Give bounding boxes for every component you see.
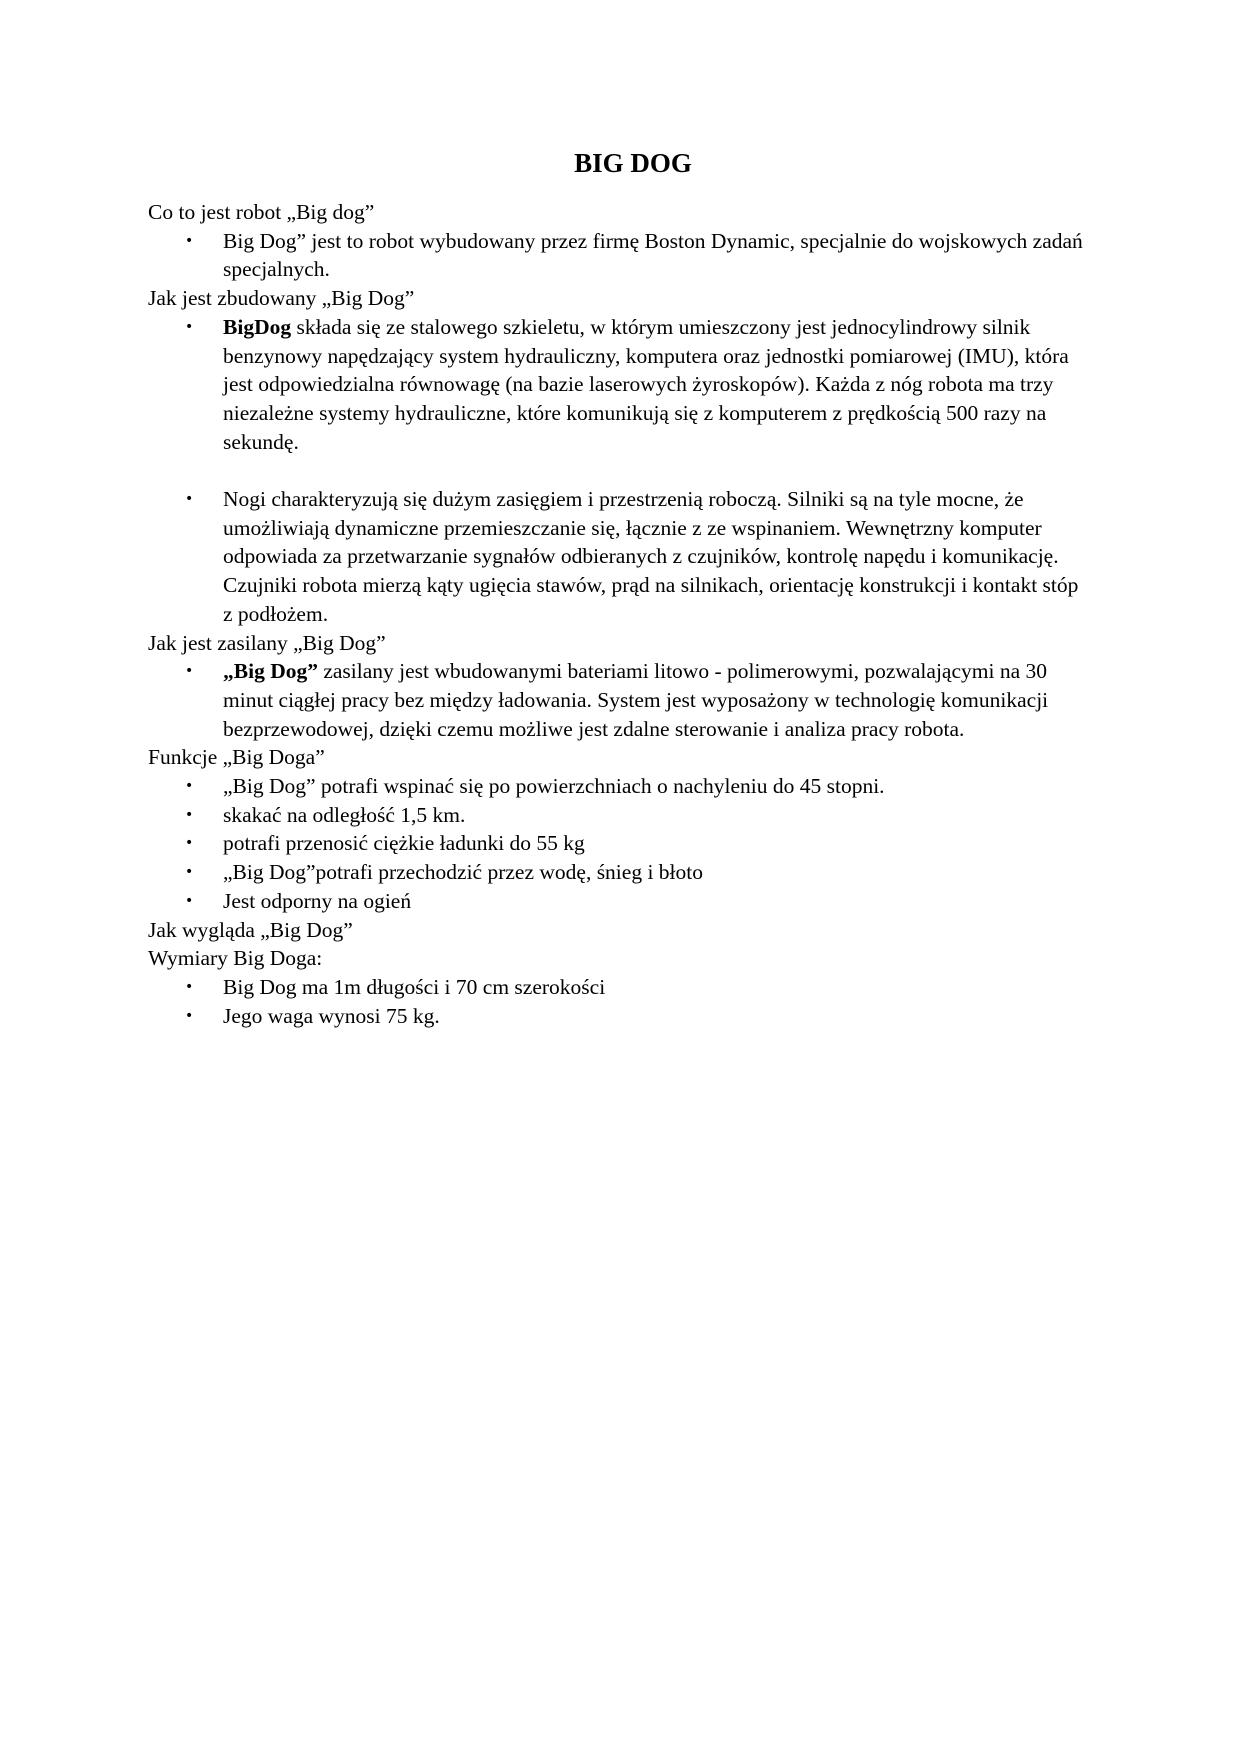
bullet-list-power	[148, 657, 1088, 743]
document-title: BIG DOG	[574, 148, 692, 178]
section-heading-power: Jak jest zasilany „Big Dog”	[148, 630, 386, 655]
paragraph-spacer	[148, 456, 1088, 485]
bullet-list-dimensions	[148, 973, 1088, 1030]
list-item	[148, 801, 1088, 830]
section-heading-appearance: Jak wygląda „Big Dog”	[148, 917, 353, 942]
bullet-list-construction	[148, 313, 1088, 457]
list-item	[148, 227, 1088, 284]
bullet-icon: •	[185, 835, 194, 852]
bullet-icon: •	[185, 864, 194, 881]
item-text: zasilany jest wbudowanymi bateriami litowo - polimerowymi, pozwalającymi na 30 minut ciągłej pracy bez między ładowania. System jest wyposażony w technologię komunikacji bezprzewodowej, dzięki czemu możliwe jest zdalne sterowanie i analiza pracy robota.	[223, 659, 1049, 741]
list-item	[148, 485, 1088, 629]
item-text: Jego waga wynosi 75 kg.	[223, 1003, 440, 1028]
bullet-icon: •	[185, 232, 194, 249]
bullet-icon: •	[185, 491, 194, 508]
bullet-icon: •	[185, 806, 194, 823]
bullet-icon: •	[185, 663, 194, 680]
list-item	[148, 657, 1088, 743]
item-text: Nogi charakteryzują się dużym zasięgiem i przestrzenią roboczą. Silniki są na tyle mocne, że umożliwiają dynamiczne przemieszczanie się, łącznie z ze wspinaniem. Wewnętrzny komputer odpowiada za przetwarzanie sygnałów odbieranych z czujników, kontrolę napędu i komunikację. Czujniki robota mierzą kąty ugięcia stawów, prąd na silnikach, orientację konstrukcji i kontakt stóp z podłożem.	[223, 487, 1079, 626]
bullet-list-construction-legs	[148, 485, 1088, 629]
item-text: Jest odporny na ogień	[223, 888, 412, 913]
list-item	[148, 829, 1088, 858]
section-heading-dimensions: Wymiary Big Doga:	[148, 946, 323, 971]
bullet-icon: •	[185, 892, 194, 909]
bold-lead: „Big Dog”	[223, 659, 318, 684]
section-heading-what-is: Co to jest robot „Big dog”	[148, 200, 375, 224]
bullet-icon: •	[185, 318, 194, 335]
item-text: Big Dog” jest to robot wybudowany przez firmę Boston Dynamic, specjalnie do wojskowych zadań specjalnych.	[223, 228, 1083, 282]
list-item	[148, 887, 1088, 916]
section-heading-functions: Funkcje „Big Doga”	[148, 745, 325, 770]
item-text: potrafi przenosić ciężkie ładunki do 55 kg	[223, 831, 585, 856]
item-text: skakać na odległość 1,5 km.	[223, 802, 466, 827]
item-text: „Big Dog” potrafi wspinać się po powierzchniach o nachyleniu do 45 stopni.	[223, 774, 885, 799]
bullet-list-functions	[148, 772, 1088, 916]
section-heading-construction: Jak jest zbudowany „Big Dog”	[148, 286, 415, 311]
list-item	[148, 973, 1088, 1002]
item-text: „Big Dog”potrafi przechodzić przez wodę, śnieg i błoto	[223, 860, 703, 885]
list-item	[148, 858, 1088, 887]
bullet-icon: •	[185, 778, 194, 795]
bullet-list-what-is	[148, 227, 1088, 284]
item-text: składa się ze stalowego szkieletu, w którym umieszczony jest jednocylindrowy silnik benzynowy napędzający system hydrauliczny, komputera oraz jednostki pomiarowej (IMU), która jest odpowiedzialna równowagę (na bazie laserowych żyroskopów). Każda z nóg robota ma trzy niezależne systemy hydrauliczne, które komunikują się z komputerem z prędkością 500 razy na sekundę.	[223, 314, 1069, 454]
bullet-icon: •	[185, 1007, 194, 1024]
item-text: Big Dog ma 1m długości i 70 cm szerokości	[223, 974, 606, 999]
document-page	[148, 140, 1088, 1030]
bullet-icon: •	[185, 978, 194, 995]
bold-lead: BigDog	[223, 314, 292, 339]
list-item	[148, 313, 1088, 457]
list-item	[148, 1002, 1088, 1031]
list-item	[148, 772, 1088, 801]
